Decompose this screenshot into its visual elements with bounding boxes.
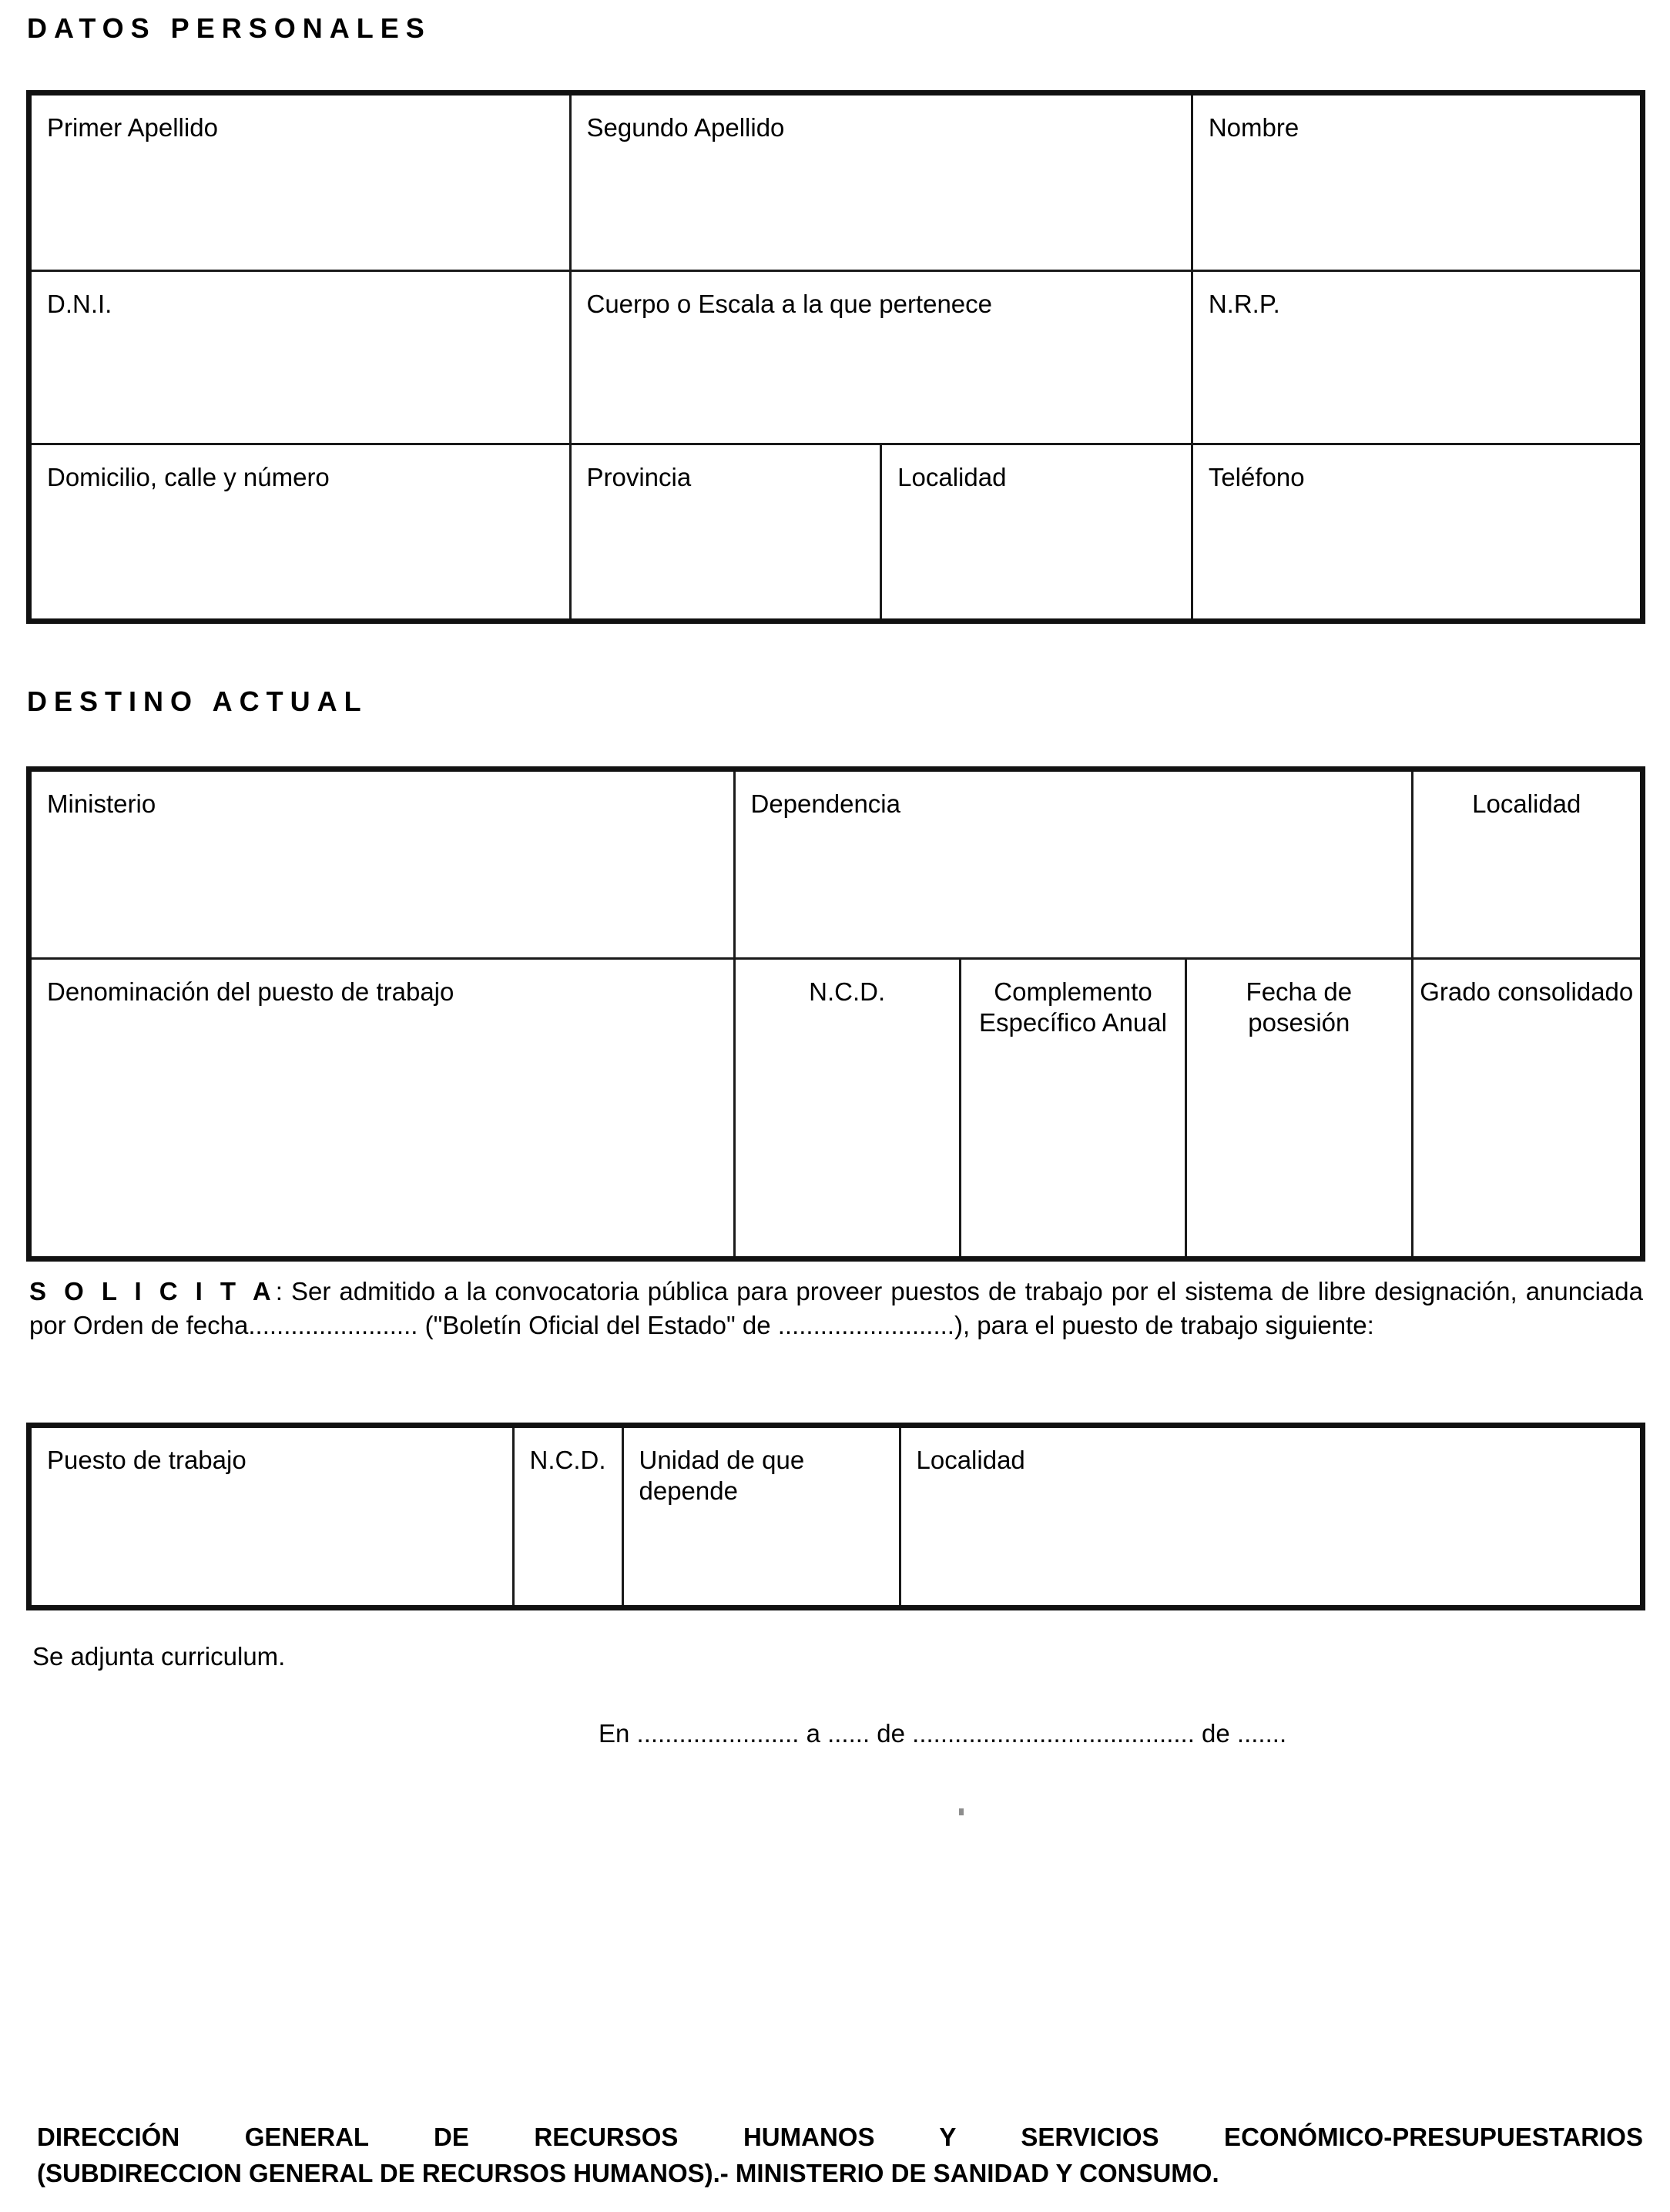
field-label: Provincia <box>586 462 692 491</box>
field-label: N.C.D. <box>809 977 886 1006</box>
footer-line-2: (SUBDIRECCION GENERAL DE RECURSOS HUMANOS).- MINISTERIO DE SANIDAD Y CONSUMO. <box>37 2158 1219 2187</box>
field-label: Localidad <box>1472 789 1581 818</box>
datos-personales-table-wrap <box>27 91 1645 623</box>
curriculum-note-wrap <box>32 1641 285 1674</box>
datos-personales-table <box>27 91 1645 623</box>
date-line[interactable]: En ....................... a ...... de ........................................ de ....... <box>599 1719 1287 1748</box>
footer-addressee-wrap <box>37 2120 1643 2192</box>
solicita-text-2: ("Boletín Oficial del Estado" de <box>417 1310 778 1339</box>
field-label: Segundo Apellido <box>586 113 785 142</box>
field-grado-consolidado[interactable] <box>1412 958 1642 1258</box>
field-label: Localidad <box>897 462 1007 491</box>
table-row <box>29 958 1642 1258</box>
field-localidad-destino[interactable] <box>1412 769 1642 958</box>
field-label: Complemento Específico Anual <box>978 977 1167 1037</box>
field-label: N.C.D. <box>529 1446 606 1474</box>
field-nombre[interactable] <box>1192 93 1642 270</box>
field-primer-apellido[interactable] <box>29 93 570 270</box>
table-row <box>29 270 1642 444</box>
field-domicilio[interactable] <box>29 444 570 621</box>
solicita-dots-1[interactable]: ........................ <box>248 1310 418 1339</box>
field-denominacion-puesto[interactable] <box>29 958 734 1258</box>
destino-actual-table-wrap <box>27 767 1645 1261</box>
field-provincia[interactable] <box>570 444 881 621</box>
field-label: Grado consolidado <box>1420 977 1634 1006</box>
date-line-wrap <box>32 1719 1642 1748</box>
field-localidad-puesto[interactable] <box>900 1426 1642 1607</box>
field-unidad-depende[interactable] <box>622 1426 900 1607</box>
table-row <box>29 444 1642 621</box>
field-puesto-de-trabajo[interactable] <box>29 1426 513 1607</box>
field-label: Cuerpo o Escala a la que pertenece <box>586 289 993 318</box>
field-label: Ministerio <box>47 789 156 818</box>
field-label: N.R.P. <box>1208 289 1280 318</box>
scan-speck <box>959 1808 964 1815</box>
solicita-text-3: ), para el puesto de trabajo siguiente: <box>954 1310 1374 1339</box>
puesto-solicitado-table-wrap <box>27 1423 1645 1610</box>
field-complemento-especifico-anual[interactable] <box>960 958 1185 1258</box>
field-label: Nombre <box>1208 113 1299 142</box>
field-ministerio[interactable] <box>29 769 734 958</box>
field-label: Domicilio, calle y número <box>47 462 330 491</box>
table-row <box>29 769 1642 958</box>
table-row <box>29 93 1642 270</box>
field-label: Denominación del puesto de trabajo <box>47 977 454 1006</box>
field-dependencia[interactable] <box>734 769 1412 958</box>
field-cuerpo-escala[interactable] <box>570 270 1192 444</box>
field-label: Unidad de que depende <box>639 1446 805 1506</box>
field-label: D.N.I. <box>47 289 112 318</box>
solicita-paragraph-wrap <box>29 1275 1643 1342</box>
field-telefono[interactable] <box>1192 444 1642 621</box>
destino-actual-table <box>27 767 1645 1261</box>
field-ncd-destino[interactable] <box>734 958 960 1258</box>
table-row <box>29 1426 1642 1607</box>
solicita-keyword: S O L I C I T A <box>29 1277 276 1305</box>
field-label: Localidad <box>916 1446 1025 1474</box>
section-heading-destino-actual: DESTINO ACTUAL <box>27 685 368 717</box>
footer-line-1: DIRECCIÓN GENERAL DE RECURSOS HUMANOS Y SERVICIOS ECONÓMICO-PRESUPUESTARIOS <box>37 2123 1643 2151</box>
solicita-text-1: : Ser admitido a la convocatoria pública para proveer puestos de trabajo por el sistema de libre designación, anunciada por Orden de fecha <box>29 1277 1643 1339</box>
solicita-dots-2[interactable]: ......................... <box>777 1310 954 1339</box>
field-nrp[interactable] <box>1192 270 1642 444</box>
field-fecha-posesion[interactable] <box>1186 958 1412 1258</box>
solicita-paragraph <box>29 1275 1643 1342</box>
puesto-solicitado-table <box>27 1423 1645 1610</box>
footer-addressee <box>37 2120 1643 2192</box>
field-localidad[interactable] <box>881 444 1192 621</box>
field-label: Fecha de posesión <box>1246 977 1353 1037</box>
field-segundo-apellido[interactable] <box>570 93 1192 270</box>
field-label: Teléfono <box>1208 462 1305 491</box>
field-label: Dependencia <box>750 789 900 818</box>
field-dni[interactable] <box>29 270 570 444</box>
field-label: Puesto de trabajo <box>47 1446 246 1474</box>
field-ncd-puesto[interactable] <box>513 1426 622 1607</box>
curriculum-note: Se adjunta curriculum. <box>32 1642 286 1671</box>
section-heading-datos-personales: DATOS PERSONALES <box>27 12 431 44</box>
field-label: Primer Apellido <box>47 113 218 142</box>
